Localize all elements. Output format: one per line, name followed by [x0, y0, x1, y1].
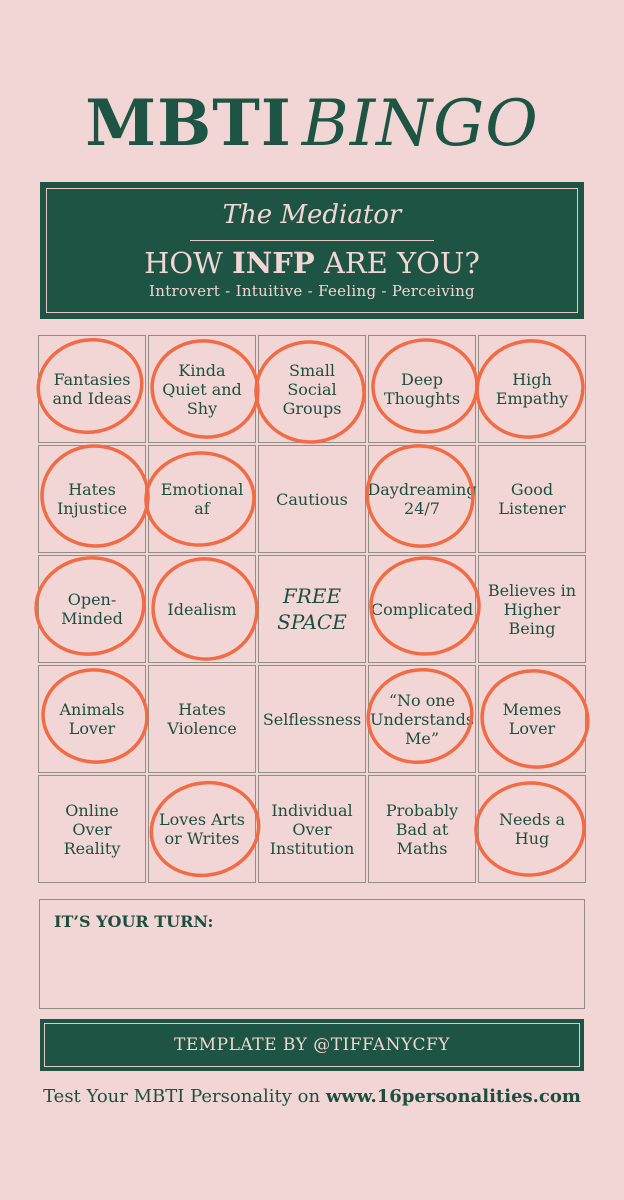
- bingo-cell-label: Good Listener: [498, 480, 566, 518]
- bingo-cell[interactable]: [478, 335, 586, 443]
- bingo-cell-label: Open-Minded: [61, 590, 123, 628]
- bingo-cell-label: Complicated: [370, 599, 474, 619]
- bingo-cell[interactable]: [368, 445, 476, 553]
- bingo-cell-label: Fantasies and Ideas: [52, 370, 132, 408]
- bingo-cell-label: Small Social Groups: [282, 360, 342, 418]
- question-type: INFP: [232, 246, 315, 280]
- bingo-cell-label: Individual Over Institution: [269, 800, 355, 858]
- bingo-cell[interactable]: [148, 665, 256, 773]
- template-credit: TEMPLATE BY @TIFFANYCFY: [174, 1035, 450, 1055]
- your-turn-label: IT’S YOUR TURN:: [54, 912, 214, 931]
- banner-divider: [190, 240, 434, 241]
- footer-text: [0, 1086, 624, 1107]
- bingo-cell-label: Emotional af: [160, 480, 244, 518]
- bingo-cell-label: High Empathy: [495, 370, 569, 408]
- bingo-cell-label: Kinda Quiet and Shy: [162, 360, 242, 418]
- bingo-cell[interactable]: [38, 335, 146, 443]
- bingo-cell[interactable]: [478, 775, 586, 883]
- bingo-cell-label: Animals Lover: [59, 700, 125, 738]
- bingo-cell[interactable]: [368, 665, 476, 773]
- header-banner: [40, 182, 584, 319]
- bingo-cell[interactable]: [368, 555, 476, 663]
- question-post: ARE YOU?: [314, 246, 480, 280]
- title-accent: BINGO: [301, 87, 539, 161]
- bingo-cell-label: FREE SPACE: [277, 584, 347, 634]
- bingo-cell-label: Hates Injustice: [56, 480, 128, 518]
- bingo-cell-label: Daydreaming 24/7: [367, 480, 477, 518]
- bingo-cell-label: Believes in Higher Being: [487, 580, 577, 638]
- your-turn-box: [39, 899, 585, 1009]
- bingo-cell-label: Probably Bad at Maths: [385, 800, 459, 858]
- footer-prefix: Test Your MBTI Personality on: [43, 1086, 326, 1107]
- bingo-cell[interactable]: [258, 665, 366, 773]
- bingo-cell[interactable]: [148, 555, 256, 663]
- bingo-cell[interactable]: [478, 555, 586, 663]
- bingo-cell[interactable]: [478, 445, 586, 553]
- bingo-cell[interactable]: [38, 775, 146, 883]
- template-credit-bar: [40, 1019, 584, 1071]
- bingo-cell-label: Idealism: [167, 599, 237, 619]
- bingo-cell-label: Loves Arts or Writes: [159, 810, 245, 848]
- bingo-cell[interactable]: [148, 445, 256, 553]
- bingo-cell[interactable]: [258, 775, 366, 883]
- bingo-cell[interactable]: [38, 445, 146, 553]
- bingo-cell-label: Online Over Reality: [63, 800, 121, 858]
- bingo-cell-label: Cautious: [276, 489, 348, 509]
- bingo-cell-label: “No one Understands Me”: [369, 690, 475, 748]
- page-title: [0, 86, 624, 161]
- bingo-cell[interactable]: [148, 335, 256, 443]
- title-main: MBTI: [85, 86, 292, 161]
- bingo-grid: [38, 335, 586, 885]
- banner-traits: Introvert - Intuitive - Feeling - Perceiving: [149, 282, 475, 300]
- bingo-cell[interactable]: [148, 775, 256, 883]
- bingo-cell[interactable]: [38, 665, 146, 773]
- footer-link[interactable]: www.16personalities.com: [325, 1086, 581, 1107]
- bingo-cell-label: Selflessness: [262, 709, 362, 729]
- bingo-cell[interactable]: [258, 555, 366, 663]
- bingo-cell[interactable]: [258, 445, 366, 553]
- bingo-cell[interactable]: [38, 555, 146, 663]
- bingo-cell-label: Hates Violence: [167, 700, 237, 738]
- bingo-cell-label: Deep Thoughts: [383, 370, 461, 408]
- bingo-cell[interactable]: [478, 665, 586, 773]
- bingo-cell[interactable]: [368, 335, 476, 443]
- banner-question: [40, 246, 584, 280]
- bingo-cell[interactable]: [258, 335, 366, 443]
- bingo-cell-label: Needs a Hug: [498, 810, 565, 848]
- bingo-cell-label: Memes Lover: [502, 700, 562, 738]
- question-pre: HOW: [144, 246, 233, 280]
- bingo-cell[interactable]: [368, 775, 476, 883]
- banner-subtitle: The Mediator: [222, 200, 402, 230]
